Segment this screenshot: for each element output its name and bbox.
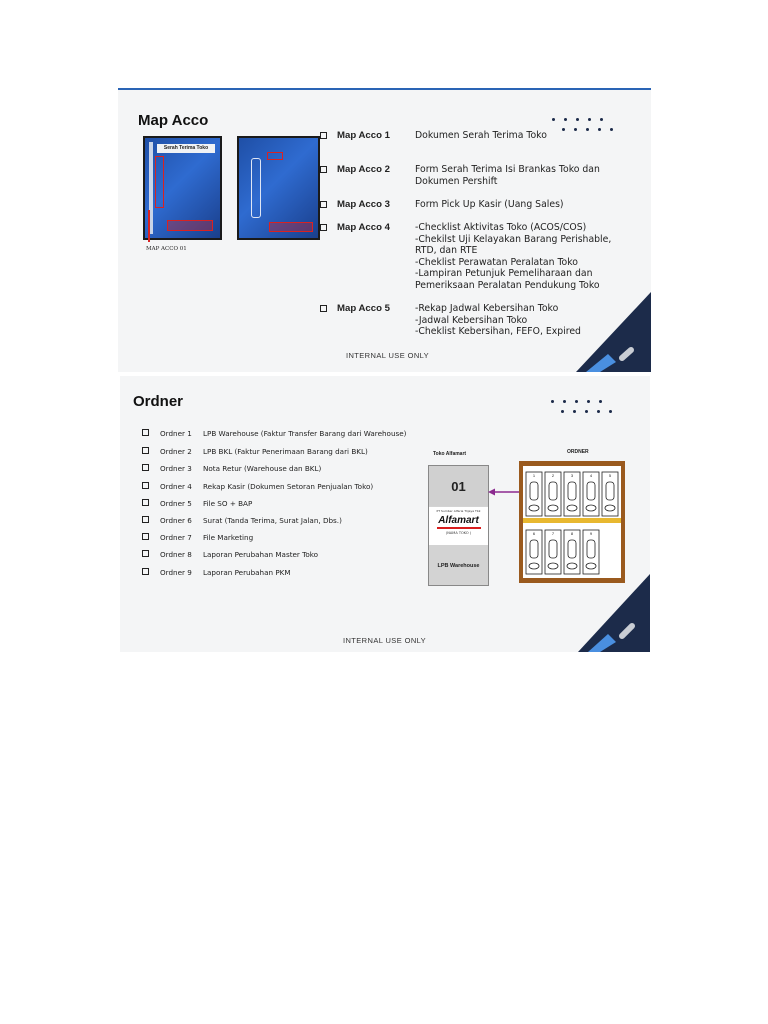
checkbox-icon	[142, 499, 149, 506]
list-item: Ordner 7 File Marketing	[142, 533, 253, 542]
checkbox-icon	[142, 533, 149, 540]
list-item: Map Acco 3 Form Pick Up Kasir (Uang Sales)	[320, 199, 564, 211]
highlight-mark	[269, 222, 313, 232]
slot-number: 1	[532, 473, 536, 478]
checkbox-icon	[142, 482, 149, 489]
checkbox-icon	[142, 516, 149, 523]
binder-illustration	[428, 465, 489, 586]
corner-decoration	[560, 574, 650, 652]
list-item: Map Acco 5 -Rekap Jadwal Kebersihan Toko -Jadwal Kebersihan Toko -Cheklist Kebersihan, FEFO, Expired	[320, 303, 581, 338]
folder-label: Serah Terima Toko	[157, 144, 215, 153]
checkbox-icon	[142, 447, 149, 454]
list-item: Map Acco 1 Dokumen Serah Terima Toko	[320, 130, 547, 142]
checkbox-icon	[320, 201, 327, 208]
list-item: Ordner 1 LPB Warehouse (Faktur Transfer Barang dari Warehouse)	[142, 429, 406, 438]
slot-number: 9	[589, 531, 593, 536]
map-acco-folder-photo-1	[143, 136, 222, 240]
binder-logo: PT Sumber Alfaria Trijaya Tbk Alfamart (NAMA TOKO )	[429, 507, 488, 545]
ordner-shelf-illustration	[519, 461, 625, 583]
checkbox-icon	[142, 429, 149, 436]
red-arrow-icon	[148, 210, 150, 242]
list-item: Ordner 3 Nota Retur (Warehouse dan BKL)	[142, 464, 321, 473]
checkbox-icon	[142, 568, 149, 575]
diagram-toko-title: Toko Alfamart	[433, 451, 467, 457]
slot-number: 7	[551, 531, 555, 536]
slot-number: 5	[608, 473, 612, 478]
slot-number: 4	[589, 473, 593, 478]
slot-number: 2	[551, 473, 555, 478]
footer-text: INTERNAL USE ONLY	[343, 636, 427, 645]
checkbox-icon	[320, 224, 327, 231]
slide-ordner	[120, 376, 650, 652]
highlight-mark	[167, 220, 213, 231]
list-item: Ordner 6 Surat (Tanda Terima, Surat Jalan, Dbs.)	[142, 516, 342, 525]
list-item: Map Acco 2 Form Serah Terima Isi Brankas Toko dan Dokumen Pershift	[320, 164, 600, 187]
list-item: Ordner 8 Laporan Perubahan Master Toko	[142, 550, 318, 559]
decorative-dots	[551, 400, 631, 416]
highlight-mark	[155, 156, 164, 208]
list-item: Ordner 4 Rekap Kasir (Dokumen Setoran Penjualan Toko)	[142, 482, 373, 491]
slide-title: Map Acco	[138, 112, 209, 129]
corner-decoration	[556, 292, 651, 372]
checkbox-icon	[142, 550, 149, 557]
pointer-arrow-icon	[488, 488, 522, 496]
slide-map-acco	[118, 88, 651, 372]
slot-number: 6	[532, 531, 536, 536]
binder-footer-label: LPB Warehouse	[437, 562, 480, 569]
photo-caption: MAP ACCO 01	[146, 246, 187, 252]
alfamart-logo: Alfamart	[438, 515, 479, 526]
checkbox-icon	[142, 464, 149, 471]
slide-title: Ordner	[133, 393, 184, 410]
logo-underline	[437, 527, 481, 529]
list-item: Ordner 2 LPB BKL (Faktur Penerimaan Barang dari BKL)	[142, 447, 368, 456]
slot-number: 8	[570, 531, 574, 536]
checkbox-icon	[320, 132, 327, 139]
diagram-ordner-title: ORDNER	[567, 449, 589, 455]
decorative-dots	[552, 118, 632, 134]
footer-text: INTERNAL USE ONLY	[346, 351, 430, 360]
folder-spine-icon	[251, 158, 261, 218]
binder-slots	[523, 466, 621, 578]
binder-number: 01	[429, 466, 488, 506]
checkbox-icon	[320, 305, 327, 312]
list-item: Ordner 5 File SO + BAP	[142, 499, 252, 508]
list-item: Map Acco 4 -Checklist Aktivitas Toko (ACOS/COS) -Chekilst Uji Kelayakan Barang Perishable, RTD, dan RTE -Cheklist Perawatan Peralatan Toko -Lampiran Petunjuk Pemeliharaan dan Pemeriksaan Peralatan Pendukung Toko	[320, 222, 611, 291]
slot-number: 3	[570, 473, 574, 478]
highlight-mark	[267, 152, 283, 160]
list-item: Ordner 9 Laporan Perubahan PKM	[142, 568, 291, 577]
map-acco-folder-photo-2	[237, 136, 320, 240]
checkbox-icon	[320, 166, 327, 173]
